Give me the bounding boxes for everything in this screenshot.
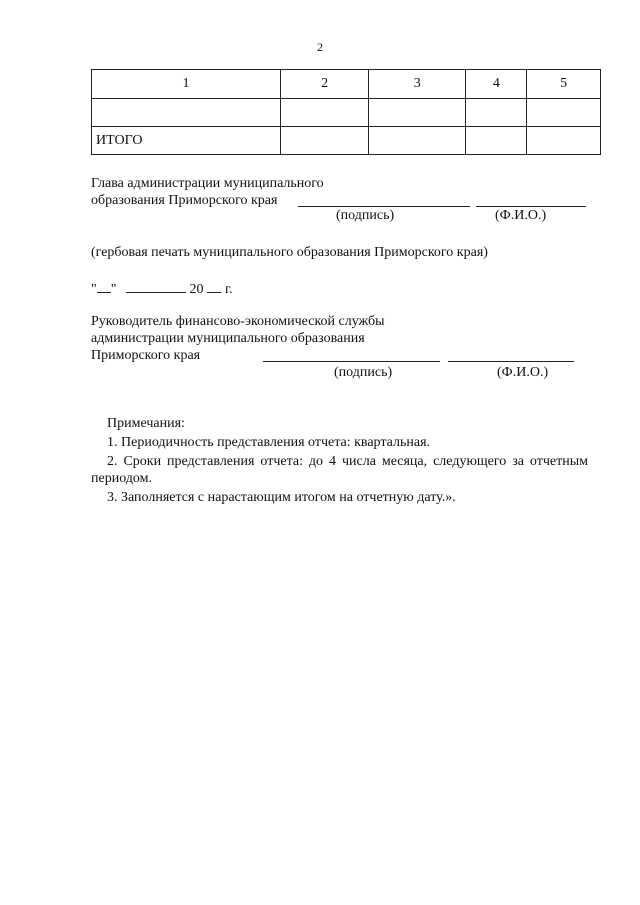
finance-head-signature-caption: (подпись) (334, 365, 393, 380)
table-row (92, 99, 601, 127)
head-admin-title: образования Приморского края (91, 193, 278, 208)
date-line (91, 280, 233, 298)
table-cell (369, 127, 466, 155)
table-header-row (92, 70, 601, 99)
table-cell (92, 99, 281, 127)
total-row (92, 127, 601, 155)
column-header-1: 1 (92, 70, 281, 99)
column-header-2: 2 (280, 70, 368, 99)
table-cell (527, 127, 601, 155)
head-admin-signature-line[interactable] (298, 194, 470, 207)
seal-text: (гербовая печать муниципального образования Приморского края) (91, 245, 488, 260)
finance-head-line2: администрации муниципального образования (91, 331, 365, 346)
report-table (91, 69, 601, 155)
finance-head-name-line[interactable] (448, 349, 574, 362)
notes-title: Примечания: (107, 416, 185, 431)
column-header-5: 5 (527, 70, 601, 99)
column-header-3: 3 (369, 70, 466, 99)
head-admin-name-caption: (Ф.И.О.) (495, 208, 547, 223)
table-cell (466, 127, 527, 155)
year-suffix: г. (224, 282, 233, 297)
day-field[interactable] (97, 280, 111, 293)
finance-head-signature-line[interactable] (263, 349, 440, 362)
note-item-3: 3. Заполняется с нарастающим итогом на отчетную дату.». (107, 490, 456, 505)
table-cell (527, 99, 601, 127)
finance-head-name-caption: (Ф.И.О.) (497, 365, 549, 380)
note-item-1: 1. Периодичность представления отчета: квартальная. (107, 435, 431, 450)
finance-head-line3: Приморского края (91, 348, 201, 363)
year-field[interactable] (207, 280, 221, 293)
column-header-4: 4 (466, 70, 527, 99)
month-field[interactable] (126, 280, 186, 293)
head-admin-name-line[interactable] (476, 194, 586, 207)
notes-section (91, 415, 588, 506)
year-prefix: 20 (189, 282, 204, 297)
note-item-2: 2. Сроки представления отчета: до 4 числа месяца, следующего за отчетным периодом. (91, 454, 588, 486)
head-admin-line1: Глава администрации муниципального (91, 176, 324, 191)
head-admin-signature-caption: (подпись) (336, 208, 395, 223)
table-cell (280, 99, 368, 127)
table-cell (369, 99, 466, 127)
date-close-quote: " (110, 282, 117, 297)
head-admin-line2 (91, 192, 277, 209)
finance-head-line1: Руководитель финансово-экономической службы (91, 314, 385, 329)
table-cell (280, 127, 368, 155)
table-cell (466, 99, 527, 127)
total-label: ИТОГО (92, 127, 281, 155)
date-open-quote: " (91, 282, 97, 297)
page-number: 2 (317, 40, 323, 54)
